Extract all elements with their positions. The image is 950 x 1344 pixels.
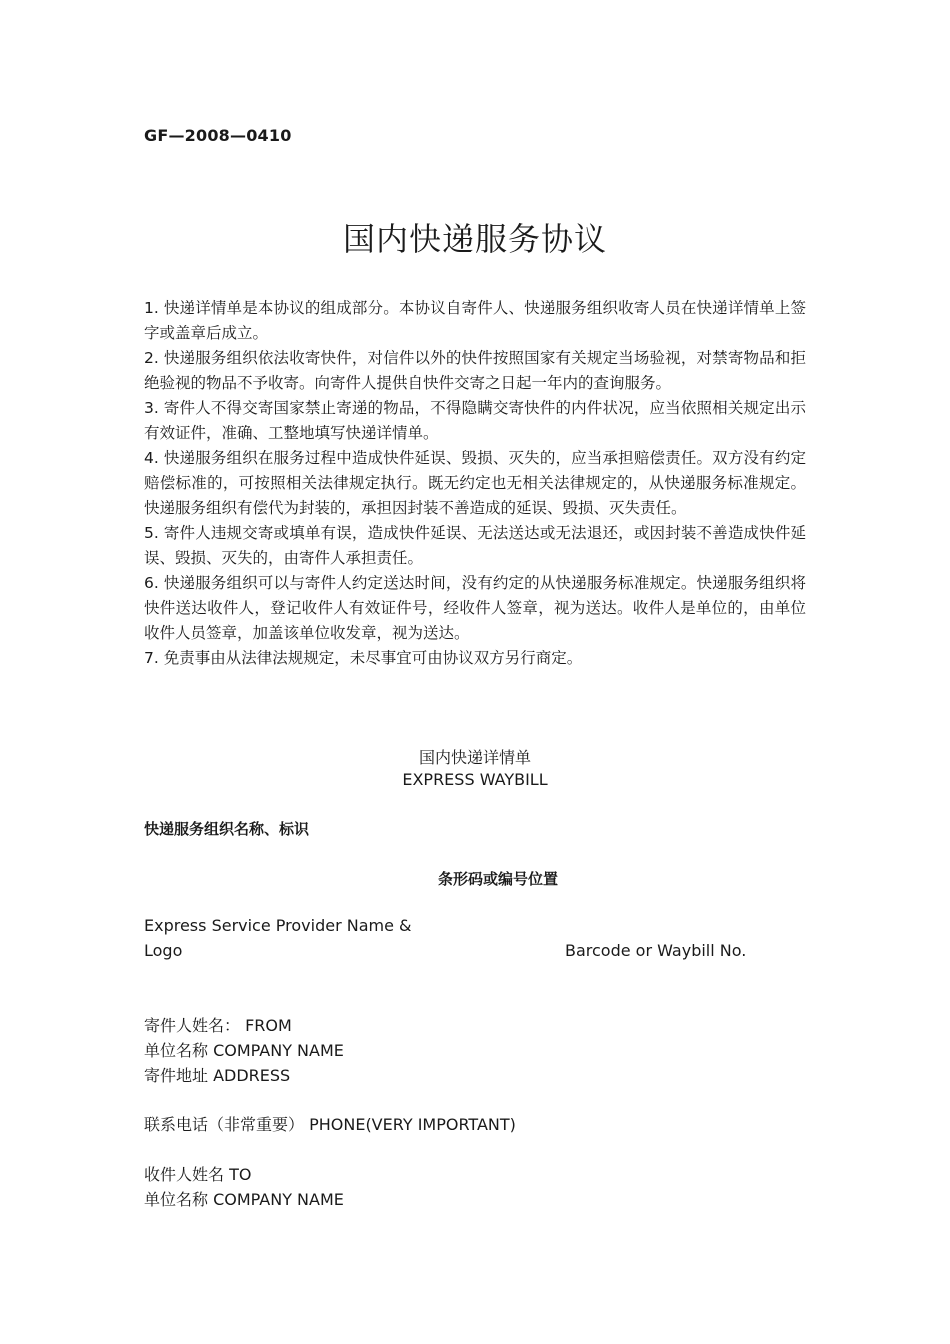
- term-item: 2. 快递服务组织依法收寄快件，对信件以外的快件按照国家有关规定当场验视，对禁寄物品和拒绝验视的物品不予收寄。向寄件人提供自快件交寄之日起一年内的查询服务。: [144, 349, 806, 392]
- provider-label-en-line2: Logo: [144, 941, 183, 960]
- barcode-label-en: Barcode or Waybill No.: [565, 941, 747, 960]
- term-item: 5. 寄件人违规交寄或填单有误，造成快件延误、无法送达或无法退还，或因封装不善造成快件延误、毁损、灭失的，由寄件人承担责任。: [144, 524, 806, 567]
- term-item: 6. 快递服务组织可以与寄件人约定送达时间，没有约定的从快递服务标准规定。快递服务组织将快件送达收件人，登记收件人有效证件号，经收件人签章，视为送达。收件人是单位的，由单位收件人员签章，加盖该单位收发章，视为送达。: [144, 574, 806, 642]
- sender-address-label: 寄件地址 ADDRESS: [144, 1066, 291, 1085]
- terms-list: [144, 296, 806, 671]
- waybill-title-cn: 国内快递详情单: [418, 748, 531, 767]
- term-item: 3. 寄件人不得交寄国家禁止寄递的物品，不得隐瞒交寄快件的内件状况，应当依照相关规定出示有效证件，准确、工整地填写快递详情单。: [144, 399, 806, 442]
- sender-name-label: 寄件人姓名： FROM: [144, 1016, 292, 1035]
- receiver-company-label: 单位名称 COMPANY NAME: [144, 1190, 344, 1209]
- sender-company-label: 单位名称 COMPANY NAME: [144, 1041, 344, 1060]
- receiver-name-label: 收件人姓名 TO: [144, 1165, 252, 1184]
- document-code: GF—2008—0410: [144, 126, 292, 145]
- phone-label: 联系电话（非常重要） PHONE(VERY IMPORTANT): [144, 1115, 516, 1134]
- waybill-title-en: EXPRESS WAYBILL: [402, 770, 548, 789]
- term-item: 1. 快递详情单是本协议的组成部分。本协议自寄件人、快递服务组织收寄人员在快递详情单上签字或盖章后成立。: [144, 299, 806, 342]
- term-item: 7. 免责事由从法律法规规定，未尽事宜可由协议双方另行商定。: [144, 649, 583, 667]
- document-title: 国内快递服务协议: [342, 220, 607, 258]
- provider-label-cn: 快递服务组织名称、标识: [144, 820, 310, 838]
- term-item: 4. 快递服务组织在服务过程中造成快件延误、毁损、灭失的，应当承担赔偿责任。双方没有约定赔偿标准的，可按照相关法律规定执行。既无约定也无相关法律规定的，从快递服务标准规定。快递服务组织有偿代为封装的，承担因封装不善造成的延误、毁损、灭失责任。: [144, 449, 806, 517]
- provider-label-en-line1: Express Service Provider Name &: [144, 916, 412, 935]
- barcode-label-cn: 条形码或编号位置: [438, 870, 559, 888]
